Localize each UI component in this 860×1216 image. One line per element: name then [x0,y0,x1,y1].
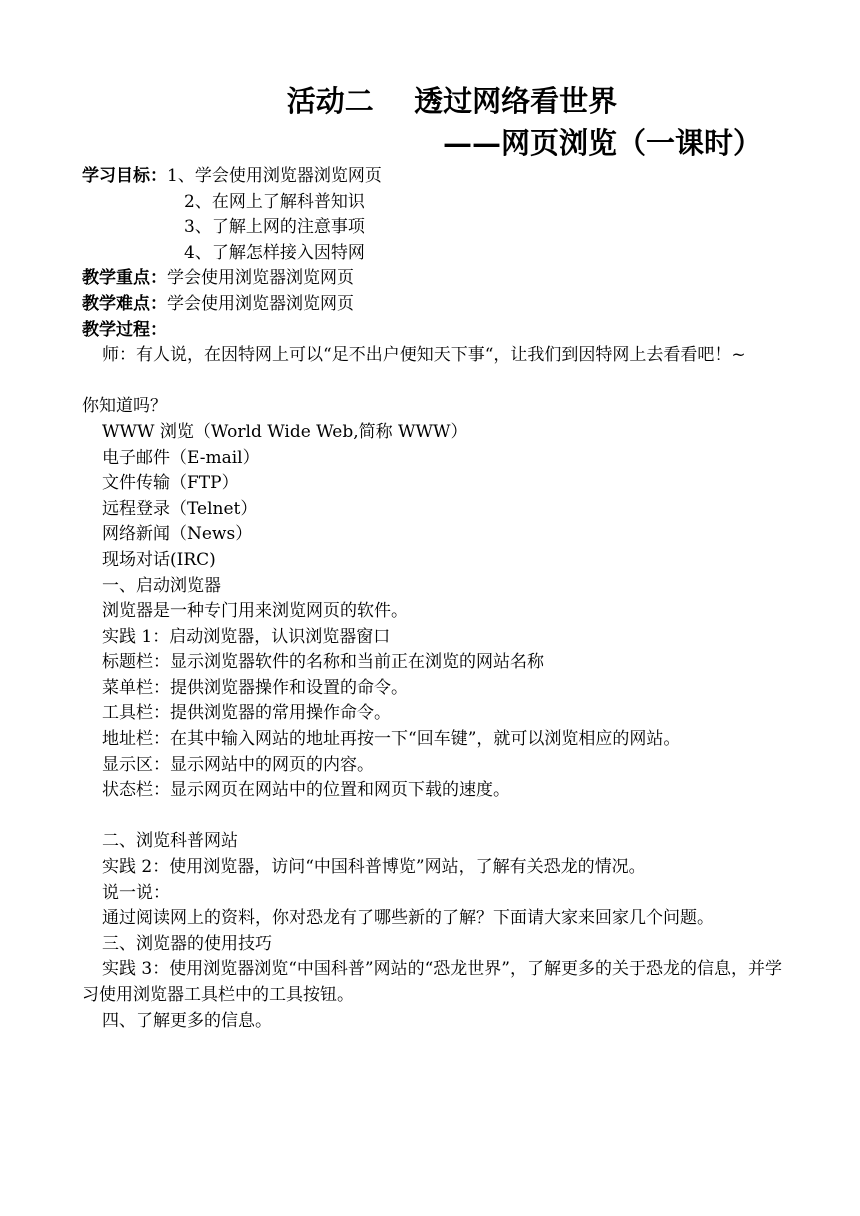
do-you-know-heading: 你知道吗？ [82,396,167,417]
service-item: 现场对话(IRC) [102,549,216,570]
learning-goal-1 [82,164,782,190]
learning-goals-label: 学习目标： [82,166,167,186]
section-1-line: 标题栏：显示浏览器软件的名称和当前正在浏览的网站名称 [102,652,544,673]
learning-goal-4: 4、了解怎样接入因特网 [184,242,365,263]
section-1-line: 状态栏：显示网页在网站中的位置和网页下载的速度。 [102,780,510,801]
section-1-line: 实践 1：启动浏览器，认识浏览器窗口 [102,626,391,647]
section-2-heading: 二、浏览科普网站 [102,831,238,852]
section-1-heading: 一、启动浏览器 [102,575,221,596]
intro-paragraph: 师：有人说，在因特网上可以“足不出户便知天下事“，让我们到因特网上去看看吧！~ [102,345,746,366]
service-item: 远程登录（Telnet） [102,498,258,519]
section-2-practice: 实践 2：使用浏览器，访问“中国科普博览”网站，了解有关恐龙的情况。 [102,857,646,878]
key-point-label: 教学重点： [82,268,167,289]
document-title: 活动二 透过网络看世界 [286,84,618,118]
section-3-paragraph: 实践 3：使用浏览器浏览“中国科普”网站的“恐龙世界”，了解更多的关于恐龙的信息，并学习使用浏览器工具栏中的工具按钮。 [82,959,782,1005]
section-1-line: 地址栏：在其中输入网站的地址再按一下“回车键”，就可以浏览相应的网站。 [102,729,681,750]
section-1-line: 浏览器是一种专门用来浏览网页的软件。 [102,601,408,622]
service-item: 文件传输（FTP） [102,473,239,494]
section-1-line: 菜单栏：提供浏览器操作和设置的命令。 [102,677,408,698]
blank-line [82,369,782,395]
section-2-say: 说一说： [102,882,170,903]
key-point-text: 学会使用浏览器浏览网页 [167,268,354,289]
section-1-line: 工具栏：提供浏览器的常用操作命令。 [102,703,391,724]
section-4-heading: 四、了解更多的信息。 [102,1010,272,1031]
service-item: WWW 浏览（World Wide Web,简称 WWW） [102,421,468,442]
document-page [82,80,782,1034]
key-point-line [82,266,782,292]
section-2-paragraph: 通过阅读网上的资料，你对恐龙有了哪些新的了解？下面请大家来回家几个问题。 [102,908,714,929]
difficulty-label: 教学难点： [82,293,167,314]
document-subtitle: ——网页浏览（一课时） [442,126,762,160]
learning-goal-3: 3、了解上网的注意事项 [184,217,365,238]
difficulty-line [82,292,782,318]
section-1-line: 显示区：显示网站中的网页的内容。 [102,754,374,775]
difficulty-text: 学会使用浏览器浏览网页 [167,293,354,314]
learning-goal-text: 1、学会使用浏览器浏览网页 [167,166,382,186]
blank-line [82,804,782,830]
service-item: 电子邮件（E-mail） [102,447,260,468]
process-label: 教学过程： [82,319,167,340]
learning-goal-2: 2、在网上了解科普知识 [184,191,365,212]
service-item: 网络新闻（News） [102,524,253,545]
section-3-heading: 三、浏览器的使用技巧 [102,933,272,954]
